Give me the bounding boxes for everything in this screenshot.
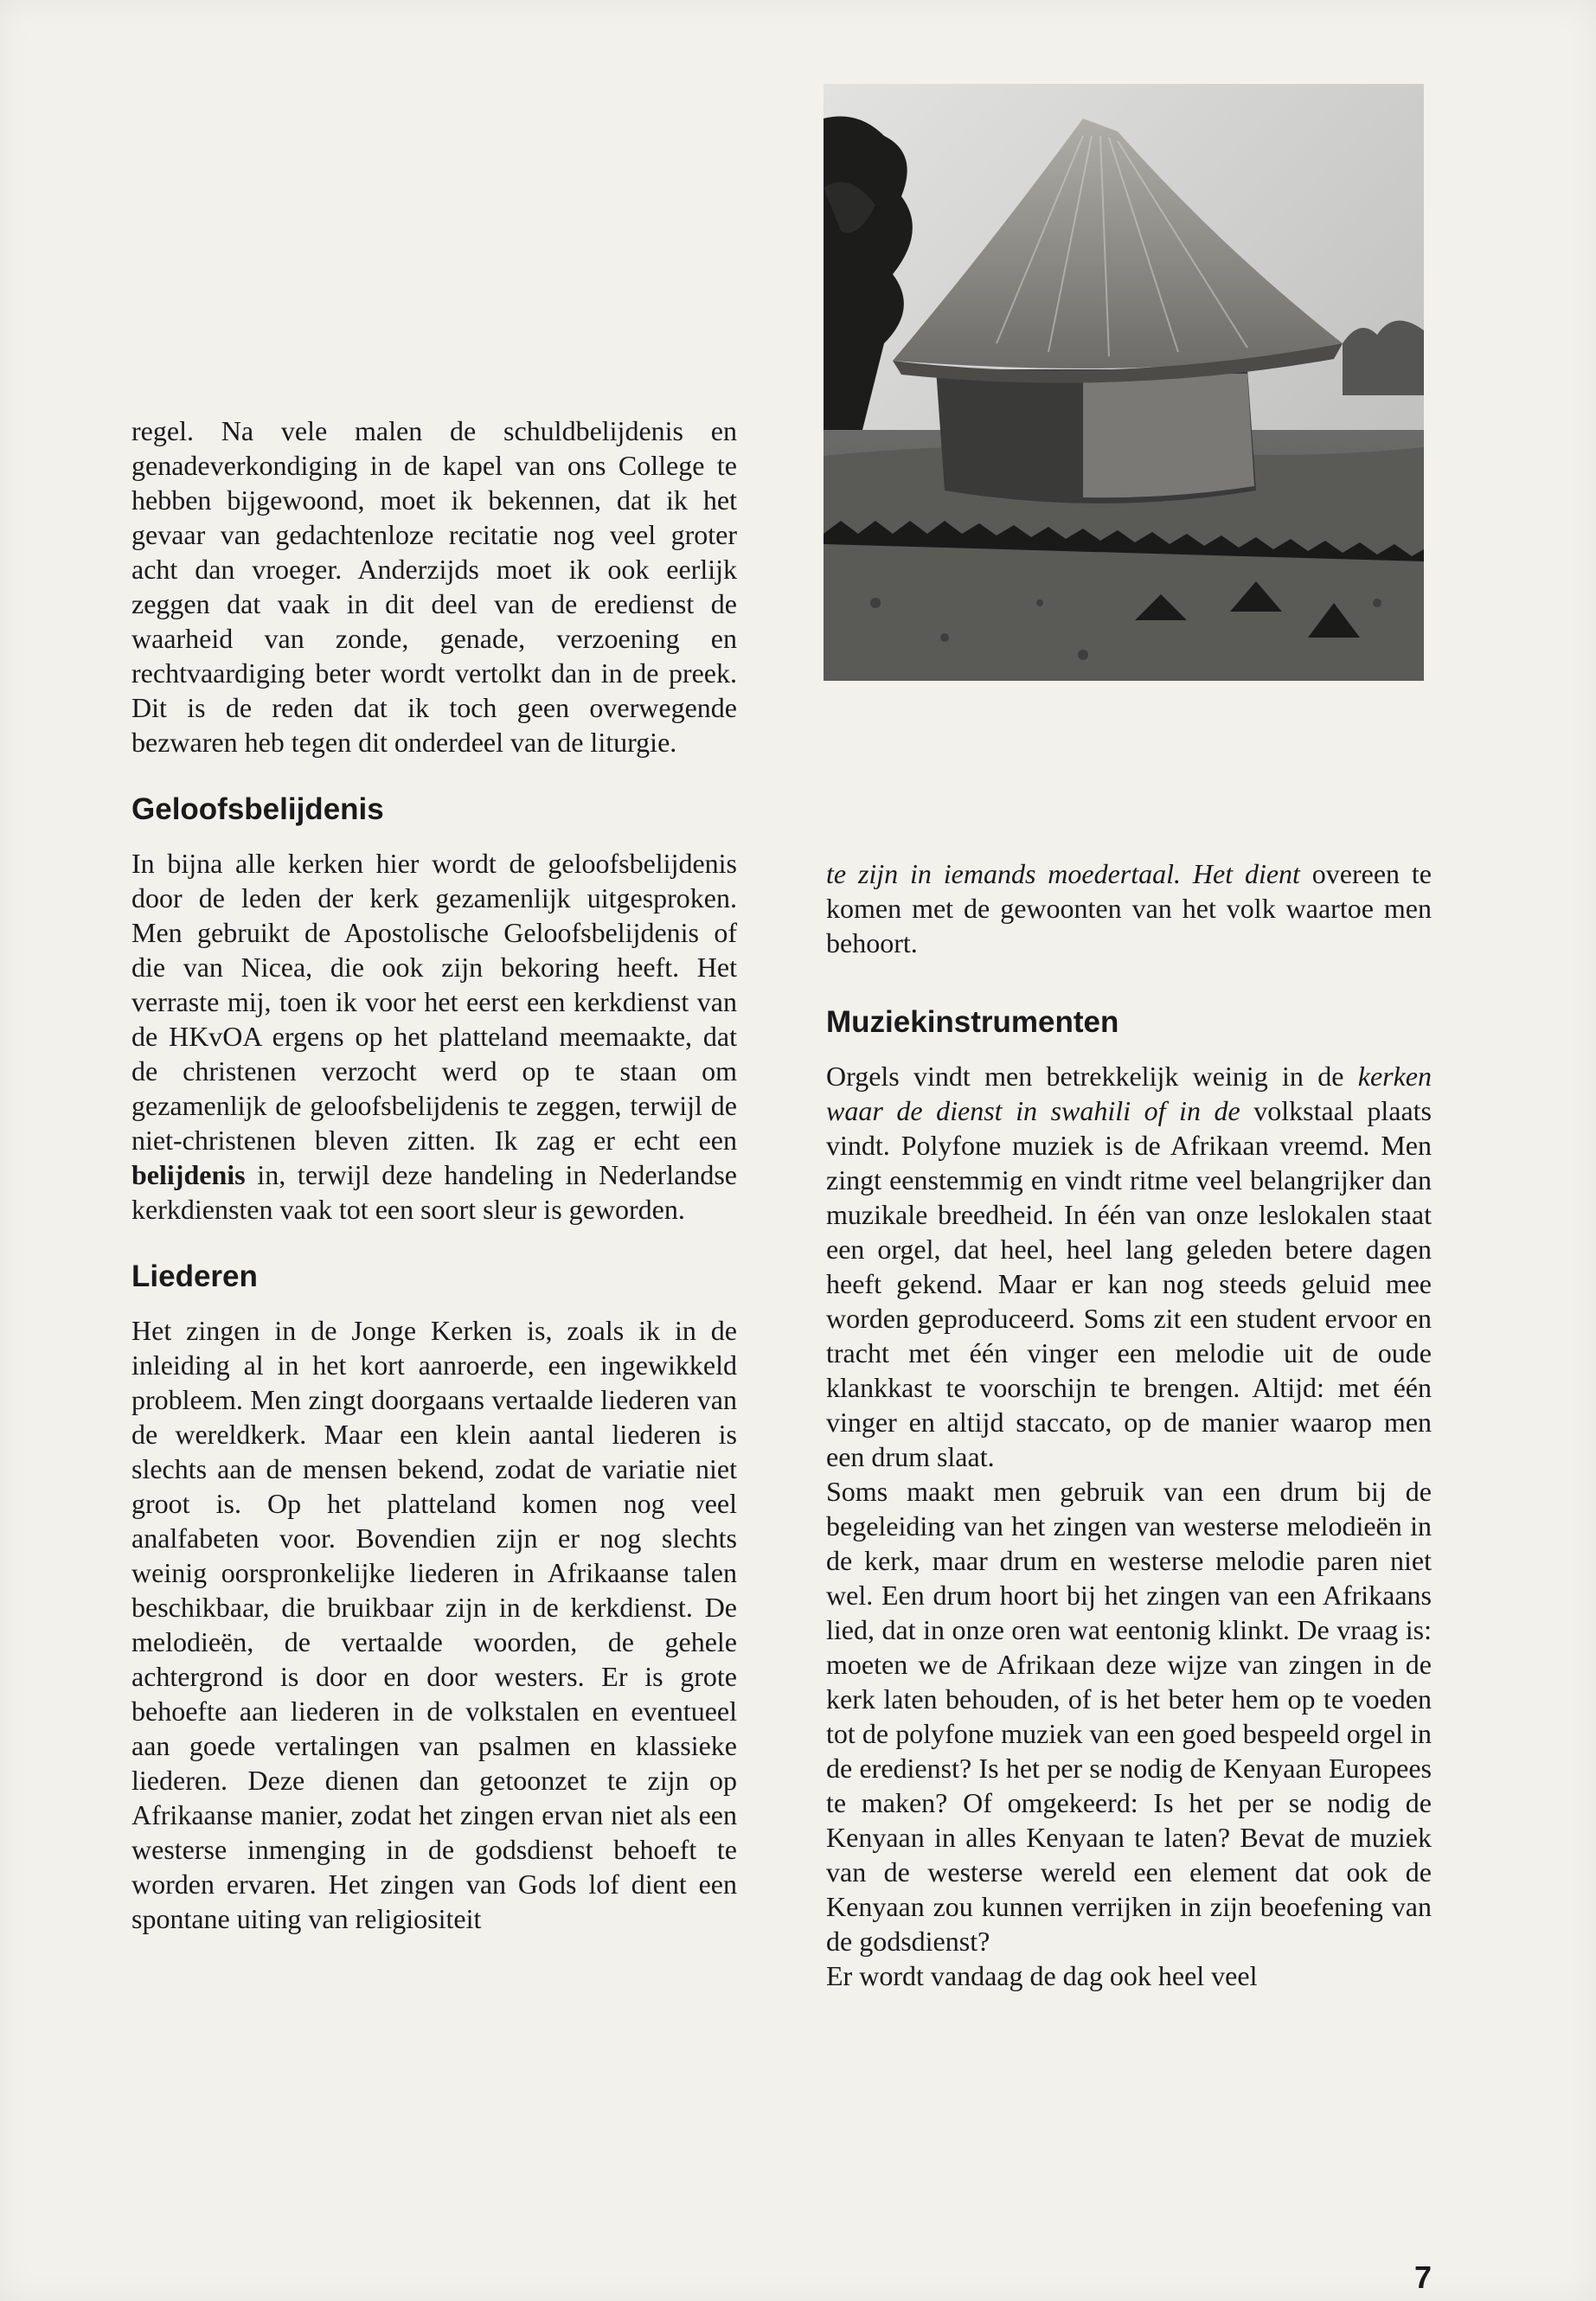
geloofsbelijdenis-text-2: in, terwijl deze handeling in Nederlandse kerkdiensten vaak tot een soort sleur is geworden. <box>131 1159 737 1225</box>
page-number: 7 <box>1413 2259 1432 2295</box>
continuation-italic: te zijn in iemands moedertaal. Het dient <box>826 858 1300 889</box>
thatched-hut-photo <box>824 84 1424 681</box>
muziek-p1-italic: kerken waar de dienst in swahili of in de <box>826 1061 1432 1126</box>
continuation-paragraph <box>826 856 1432 960</box>
muziek-paragraph-2: Soms maakt men gebruik van een drum bij de begeleiding van het zingen van westerse melodieën in de kerk, maar drum en westerse melodie paren niet wel. Een drum hoort bij het zingen van een Afrikaans lied, dat in onze oren wat eentonig klinkt. De vraag is: moeten we de Afrikaan deze wijze van zingen in de kerk laten behouden, of is het beter hem op te voeden tot de polyfone muziek van een goed bespeeld orgel in de eredienst? Is het per se nodig de Kenyaan Europees te maken? Of omgekeerd: Is het per se nodig de Kenyaan in alles Kenyaan te laten? Bevat de muziek van de westerse wereld een element dat ook de Kenyaan zou kunnen verrijken in zijn beoefening van de godsdienst? <box>826 1476 1432 1957</box>
left-column <box>131 413 737 1936</box>
heading-liederen: Liederen <box>131 1259 258 1293</box>
muziek-paragraph-1 <box>826 1059 1432 1474</box>
right-column <box>826 856 1432 1993</box>
geloofsbelijdenis-text-1: In bijna alle kerken hier wordt de geloofsbelijdenis door de leden der kerk gezamenlijk uitgesproken. Men gebruikt de Apostolische Geloofsbelijdenis of die van Nicea, die ook zijn bekoring heeft. Het verraste mij, toen ik voor het eerst een kerkdienst van de HKvOA ergens op het platteland meemaakte, dat de christenen verzocht werd op te staan om gezamenlijk de geloofsbelijdenis te zeggen, terwijl de niet-christenen bleven zitten. Ik zag er echt een <box>131 848 737 1156</box>
bold-belijdenis: belijdenis <box>131 1159 246 1190</box>
thatched-hut-illustration <box>824 84 1424 681</box>
heading-geloofsbelijdenis: Geloofsbelijdenis <box>131 792 384 826</box>
intro-paragraph: regel. Na vele malen de schuldbelijdenis en genadeverkondiging in de kapel van ons College te hebben bijgewoond, moet ik bekennen, dat ik het gevaar van gedachtenloze recitatie nog veel groter acht dan vroeger. Anderzijds moet ik ook eerlijk zeggen dat vaak in dit deel van de eredienst de waarheid van zonde, genade, verzoening en rechtvaardiging beter wordt vertolkt dan in de preek. Dit is de reden dat ik toch geen overwegende bezwaren heb tegen dit onderdeel van de liturgie. <box>131 415 737 758</box>
muziek-paragraph-3: Er wordt vandaag de dag ook heel veel <box>826 1960 1258 1991</box>
liederen-paragraph: Het zingen in de Jonge Kerken is, zoals ik in de inleiding al in het kort aanroerde, een ingewikkeld probleem. Men zingt doorgaans vertaalde liederen van de wereldkerk. Maar een klein aantal liederen is slechts aan de mensen bekend, zodat de variatie niet groot is. Op het platteland komen nog veel analfabeten voor. Bovendien zijn er nog slechts weinig oorspronkelijke liederen in Afrikaanse talen beschikbaar, die bruikbaar zijn in de kerkdienst. De melodieën, de vertaalde woorden, de gehele achtergrond is door en door westers. Er is grote behoefte aan liederen in de volkstalen en eventueel aan goede vertalingen van psalmen en klassieke liederen. Deze dienen dan getoonzet te zijn op Afrikaanse manier, zodat het zingen ervan niet als een westerse inmenging in de godsdienst behoeft te worden ervaren. Het zingen van Gods lof dient een spontane uiting van religiositeit <box>131 1315 737 1934</box>
geloofsbelijdenis-paragraph <box>131 846 737 1227</box>
muziek-p1-b: volkstaal plaats vindt. Polyfone muziek is de Afrikaan vreemd. Men zingt eenstemmig en vindt ritme veel belangrijker dan muzikale breedheid. In één van onze leslokalen staat een orgel, dat heel, heel lang geleden betere dagen heeft gekend. Maar er kan nog steeds geluid mee worden geproduceerd. Soms zit een student ervoor en tracht met één vinger een melodie uit de oude klankkast te voorschijn te brengen. Altijd: met één vinger en altijd staccato, op de manier waarop men een drum slaat. <box>826 1095 1433 1472</box>
muziek-p1-a: Orgels vindt men betrekkelijk weinig in de <box>826 1061 1358 1092</box>
continuation-text: overeen te komen met de gewoonten van het volk waartoe men behoort. <box>826 858 1433 958</box>
heading-muziekinstrumenten: Muziekinstrumenten <box>826 1005 1119 1039</box>
